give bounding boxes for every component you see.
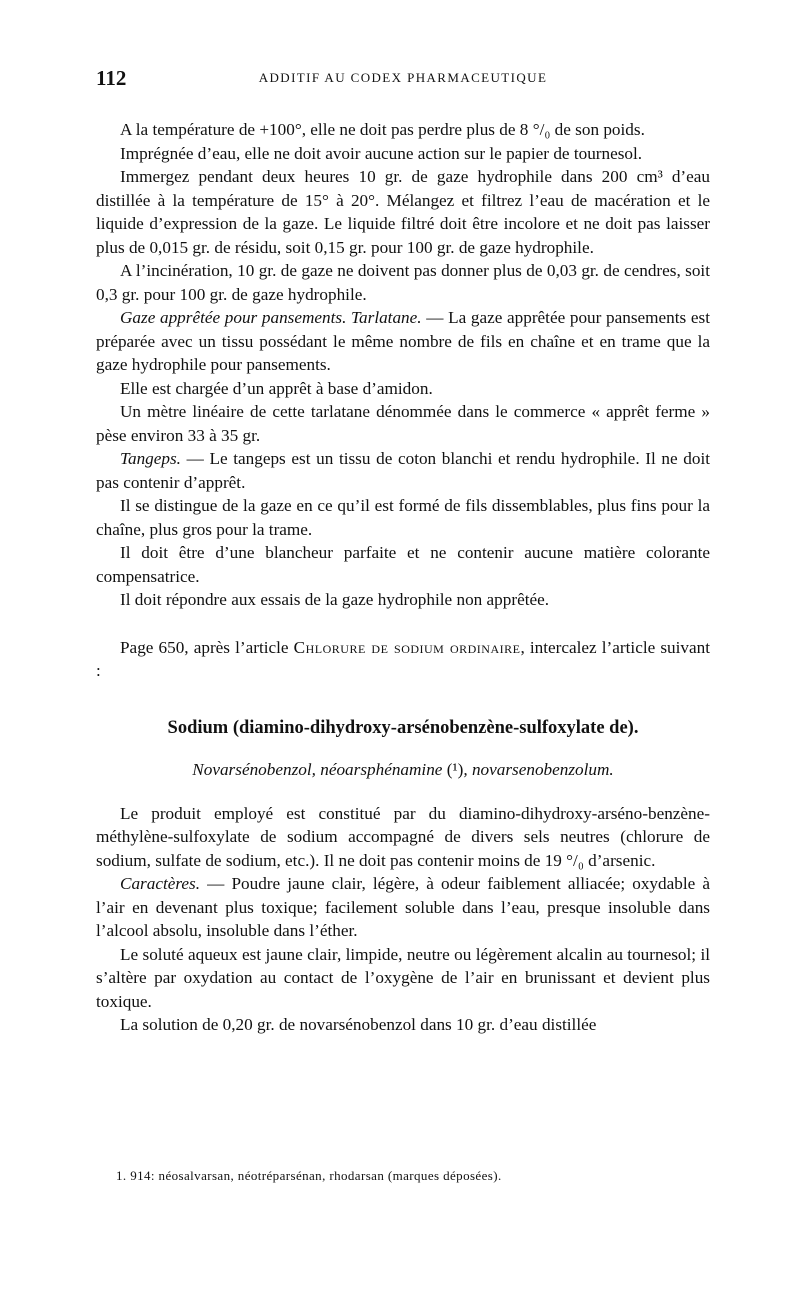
footnote: 1. 914: néosalvarsan, néotréparsénan, rhodarsan (marques déposées). — [116, 1168, 502, 1183]
paragraph: Immergez pendant deux heures 10 gr. de gaze hydrophile dans 200 cm³ d’eau distillée à la température de 15° à 20°. Mélangez et filtrez l’eau de macération et le liquide d’expression de la gaze. Le liquide filtré doit être incolore et ne doit pas laisser plus de 0,015 gr. de résidu, soit 0,15 gr. pour 100 gr. de gaze hydrophile. — [96, 167, 710, 257]
paragraph: Elle est chargée d’un apprêt à base d’amidon. — [120, 378, 433, 398]
page-number: 112 — [96, 66, 127, 90]
paragraph: Le soluté aqueux est jaune clair, limpide, neutre ou légèrement alcalin au tournesol; il s’altère par oxydation au contact de l’oxygène de l’air en brunissant et devient plus toxique. — [96, 944, 710, 1011]
paragraph: Il se distingue de la gaze en ce qu’il est formé de fils dissemblables, plus fins pour la chaîne, plus gros pour la trame. — [96, 496, 710, 539]
paragraph: Le produit employé est constitué par du diamino-dihydroxy-arséno-benzène-méthylène-sulfoxylate de sodium accompagné de divers sels neutres (chlorure de sodium, sulfate de sodium, etc.). Il ne doit pas contenir moins de 19 °/₀ d’arsenic. — [96, 803, 710, 870]
paragraph: A l’incinération, 10 gr. de gaze ne doivent pas donner plus de 0,03 gr. de cendres, soit 0,3 gr. pour 100 gr. de gaze hydrophile. — [96, 261, 710, 304]
paragraph-tangeps — [96, 447, 710, 494]
running-title: ADDITIF AU CODEX PHARMACEUTIQUE — [258, 70, 548, 85]
article-title: Sodium (diamino-dihydroxy-arsénobenzène-sulfoxylate de). — [167, 717, 639, 738]
page-body — [96, 118, 710, 1037]
insertion-note: Page 650, après l’article Chlorure de sodium ordinaire, intercalez l’article suivant : — [96, 637, 710, 680]
paragraph: Un mètre linéaire de cette tarlatane dénommée dans le commerce « apprêt ferme » pèse environ 33 à 35 gr. — [96, 402, 710, 445]
page-header — [96, 66, 710, 96]
section-title: Tangeps. — [120, 449, 181, 468]
paragraph: Il doit être d’une blancheur parfaite et ne contenir aucune matière colorante compensatrice. — [96, 543, 710, 586]
paragraph-gaze-appretee — [96, 306, 710, 377]
article-reference: Chlorure de sodium ordinaire — [293, 637, 521, 657]
section-title: Gaze apprêtée pour pansements. Tarlatane. — [120, 308, 422, 327]
paragraph: Il doit répondre aux essais de la gaze hydrophile non apprêtée. — [120, 590, 550, 609]
footnote-ref: (¹) — [446, 760, 464, 779]
section-label: Caractères. — [120, 874, 201, 893]
article-synonyms: Novarsénobenzol, néoarsphénamine (¹), novarsenobenzolum. — [192, 760, 614, 779]
paragraph-text: — Le tangeps est un tissu de coton blanchi et rendu hydrophile. Il ne doit pas contenir d’apprêt. — [96, 449, 710, 492]
paragraph-text: — La gaze apprêtée pour pansements est préparée avec un tissu possédant le même nombre de fils en chaîne et en trame que la gaze hydrophile pour pansements. — [96, 308, 710, 374]
paragraph-caracteres: Caractères. — Poudre jaune clair, légère, à odeur faiblement alliacée; oxydable à l’air en devenant plus toxique; facilement soluble dans l’eau, presque insoluble dans l’alcool absolu, insoluble dans l’éther. — [96, 874, 710, 940]
paragraph: A la température de +100°, elle ne doit pas perdre plus de 8 °/₀ de son poids. — [120, 120, 645, 139]
paragraph: Imprégnée d’eau, elle ne doit avoir aucune action sur le papier de tournesol. — [120, 143, 643, 163]
paragraph: La solution de 0,20 gr. de novarsénobenzol dans 10 gr. d’eau distillée — [120, 1015, 597, 1034]
